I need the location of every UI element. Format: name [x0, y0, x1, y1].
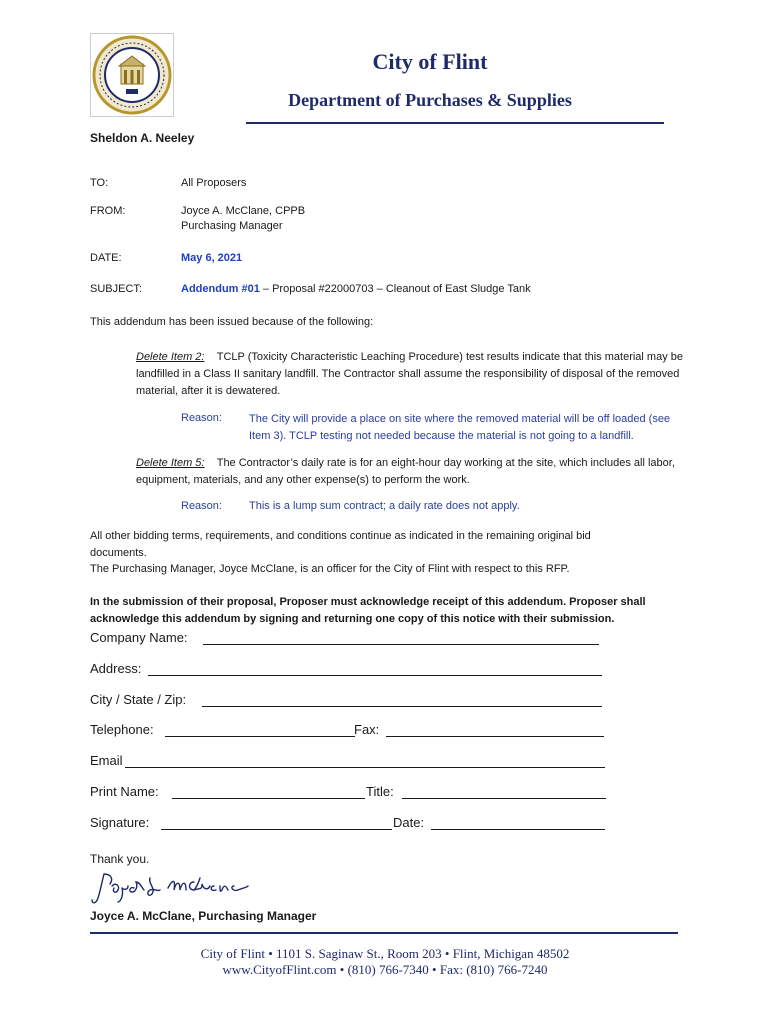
from-title: Purchasing Manager	[181, 220, 283, 232]
reason-2-label: Reason:	[181, 412, 222, 424]
delete-item-5-label: Delete Item 5:	[136, 457, 205, 469]
delete-item-2-text: TCLP (Toxicity Characteristic Leaching Procedure) test results indicate that this material may be landfilled in a Class II sanitary landfill. The Contractor shall assume the responsibility of disposal of the removed material, after it is dewatered.	[136, 351, 683, 397]
date-value: May 6, 2021	[181, 252, 243, 264]
handwritten-signature	[90, 868, 250, 908]
subject-line	[181, 283, 531, 295]
address-label: Address:	[90, 661, 142, 676]
from-label: FROM:	[90, 205, 126, 217]
date-label: DATE:	[90, 252, 122, 264]
reason-2-text: The City will provide a place on site where the removed material will be off loaded (see Item 3). TCLP testing not needed because the material is not going to a landfill.	[249, 413, 671, 442]
company-name-label: Company Name:	[90, 630, 188, 645]
telephone-label: Telephone:	[90, 722, 154, 737]
closing-officer: The Purchasing Manager, Joyce McClane, is an officer for the City of Flint with respect to this RFP.	[90, 563, 570, 575]
print-name-field[interactable]	[172, 798, 365, 799]
date-field-label: Date:	[393, 815, 425, 830]
from-name: Joyce A. McClane, CPPB	[181, 205, 306, 217]
to-value: All Proposers	[181, 177, 247, 189]
department-subtitle: Department of Purchases & Supplies	[288, 90, 572, 110]
to-label: TO:	[90, 177, 109, 189]
company-name-field[interactable]	[203, 644, 599, 645]
delete-item-5-text: The Contractor’s daily rate is for an eight-hour day working at the site, which includes all labor, equipment, materials, and any other expense(s) to perform the work.	[136, 457, 675, 486]
address-field[interactable]	[148, 675, 602, 676]
header-rule	[246, 122, 664, 124]
closing-terms: All other bidding terms, requirements, and conditions continue as indicated in the remaining original bid documents.	[90, 530, 591, 559]
thank-you-text: Thank you.	[90, 852, 150, 866]
delete-item-2-label: Delete Item 2:	[136, 351, 205, 363]
footer-address: City of Flint • 1101 S. Saginaw St., Room 203 • Flint, Michigan 48502	[200, 946, 570, 961]
city-state-zip-label: City / State / Zip:	[90, 692, 187, 707]
title-field[interactable]	[402, 798, 606, 799]
addendum-number: Addendum #01	[181, 283, 260, 295]
subject-text: – Proposal #22000703 – Cleanout of East Sludge Tank	[259, 283, 531, 295]
fax-field[interactable]	[386, 736, 604, 737]
intro-text: This addendum has been issued because of the following:	[90, 316, 374, 328]
telephone-field[interactable]	[165, 736, 355, 737]
footer-rule	[90, 932, 678, 934]
email-field[interactable]	[125, 767, 605, 768]
print-name-label: Print Name:	[90, 784, 159, 799]
title-label: Title:	[366, 784, 394, 799]
fax-label: Fax:	[354, 722, 380, 737]
acknowledgement-instructions: In the submission of their proposal, Proposer must acknowledge receipt of this addendum. Proposer shall acknowledge this addendum by signing and returning one copy of this notice with their submission.	[90, 596, 646, 625]
date-field[interactable]	[431, 829, 605, 830]
signature-label: Signature:	[90, 815, 150, 830]
subject-label: SUBJECT:	[90, 283, 142, 295]
delete-item-5	[136, 455, 686, 489]
reason-5-text: This is a lump sum contract; a daily rate does not apply.	[249, 500, 520, 512]
mayor-name: Sheldon A. Neeley	[90, 131, 195, 145]
signature-field[interactable]	[161, 829, 392, 830]
footer-contact: www.CityofFlint.com • (810) 766-7340 • Fax: (810) 766-7240	[222, 962, 548, 977]
city-state-zip-field[interactable]	[202, 706, 602, 707]
email-label: Email	[90, 753, 123, 768]
page-title: City of Flint	[372, 49, 488, 74]
reason-5-label: Reason:	[181, 500, 222, 512]
signer-name: Joyce A. McClane, Purchasing Manager	[90, 909, 317, 923]
delete-item-2	[136, 349, 684, 400]
